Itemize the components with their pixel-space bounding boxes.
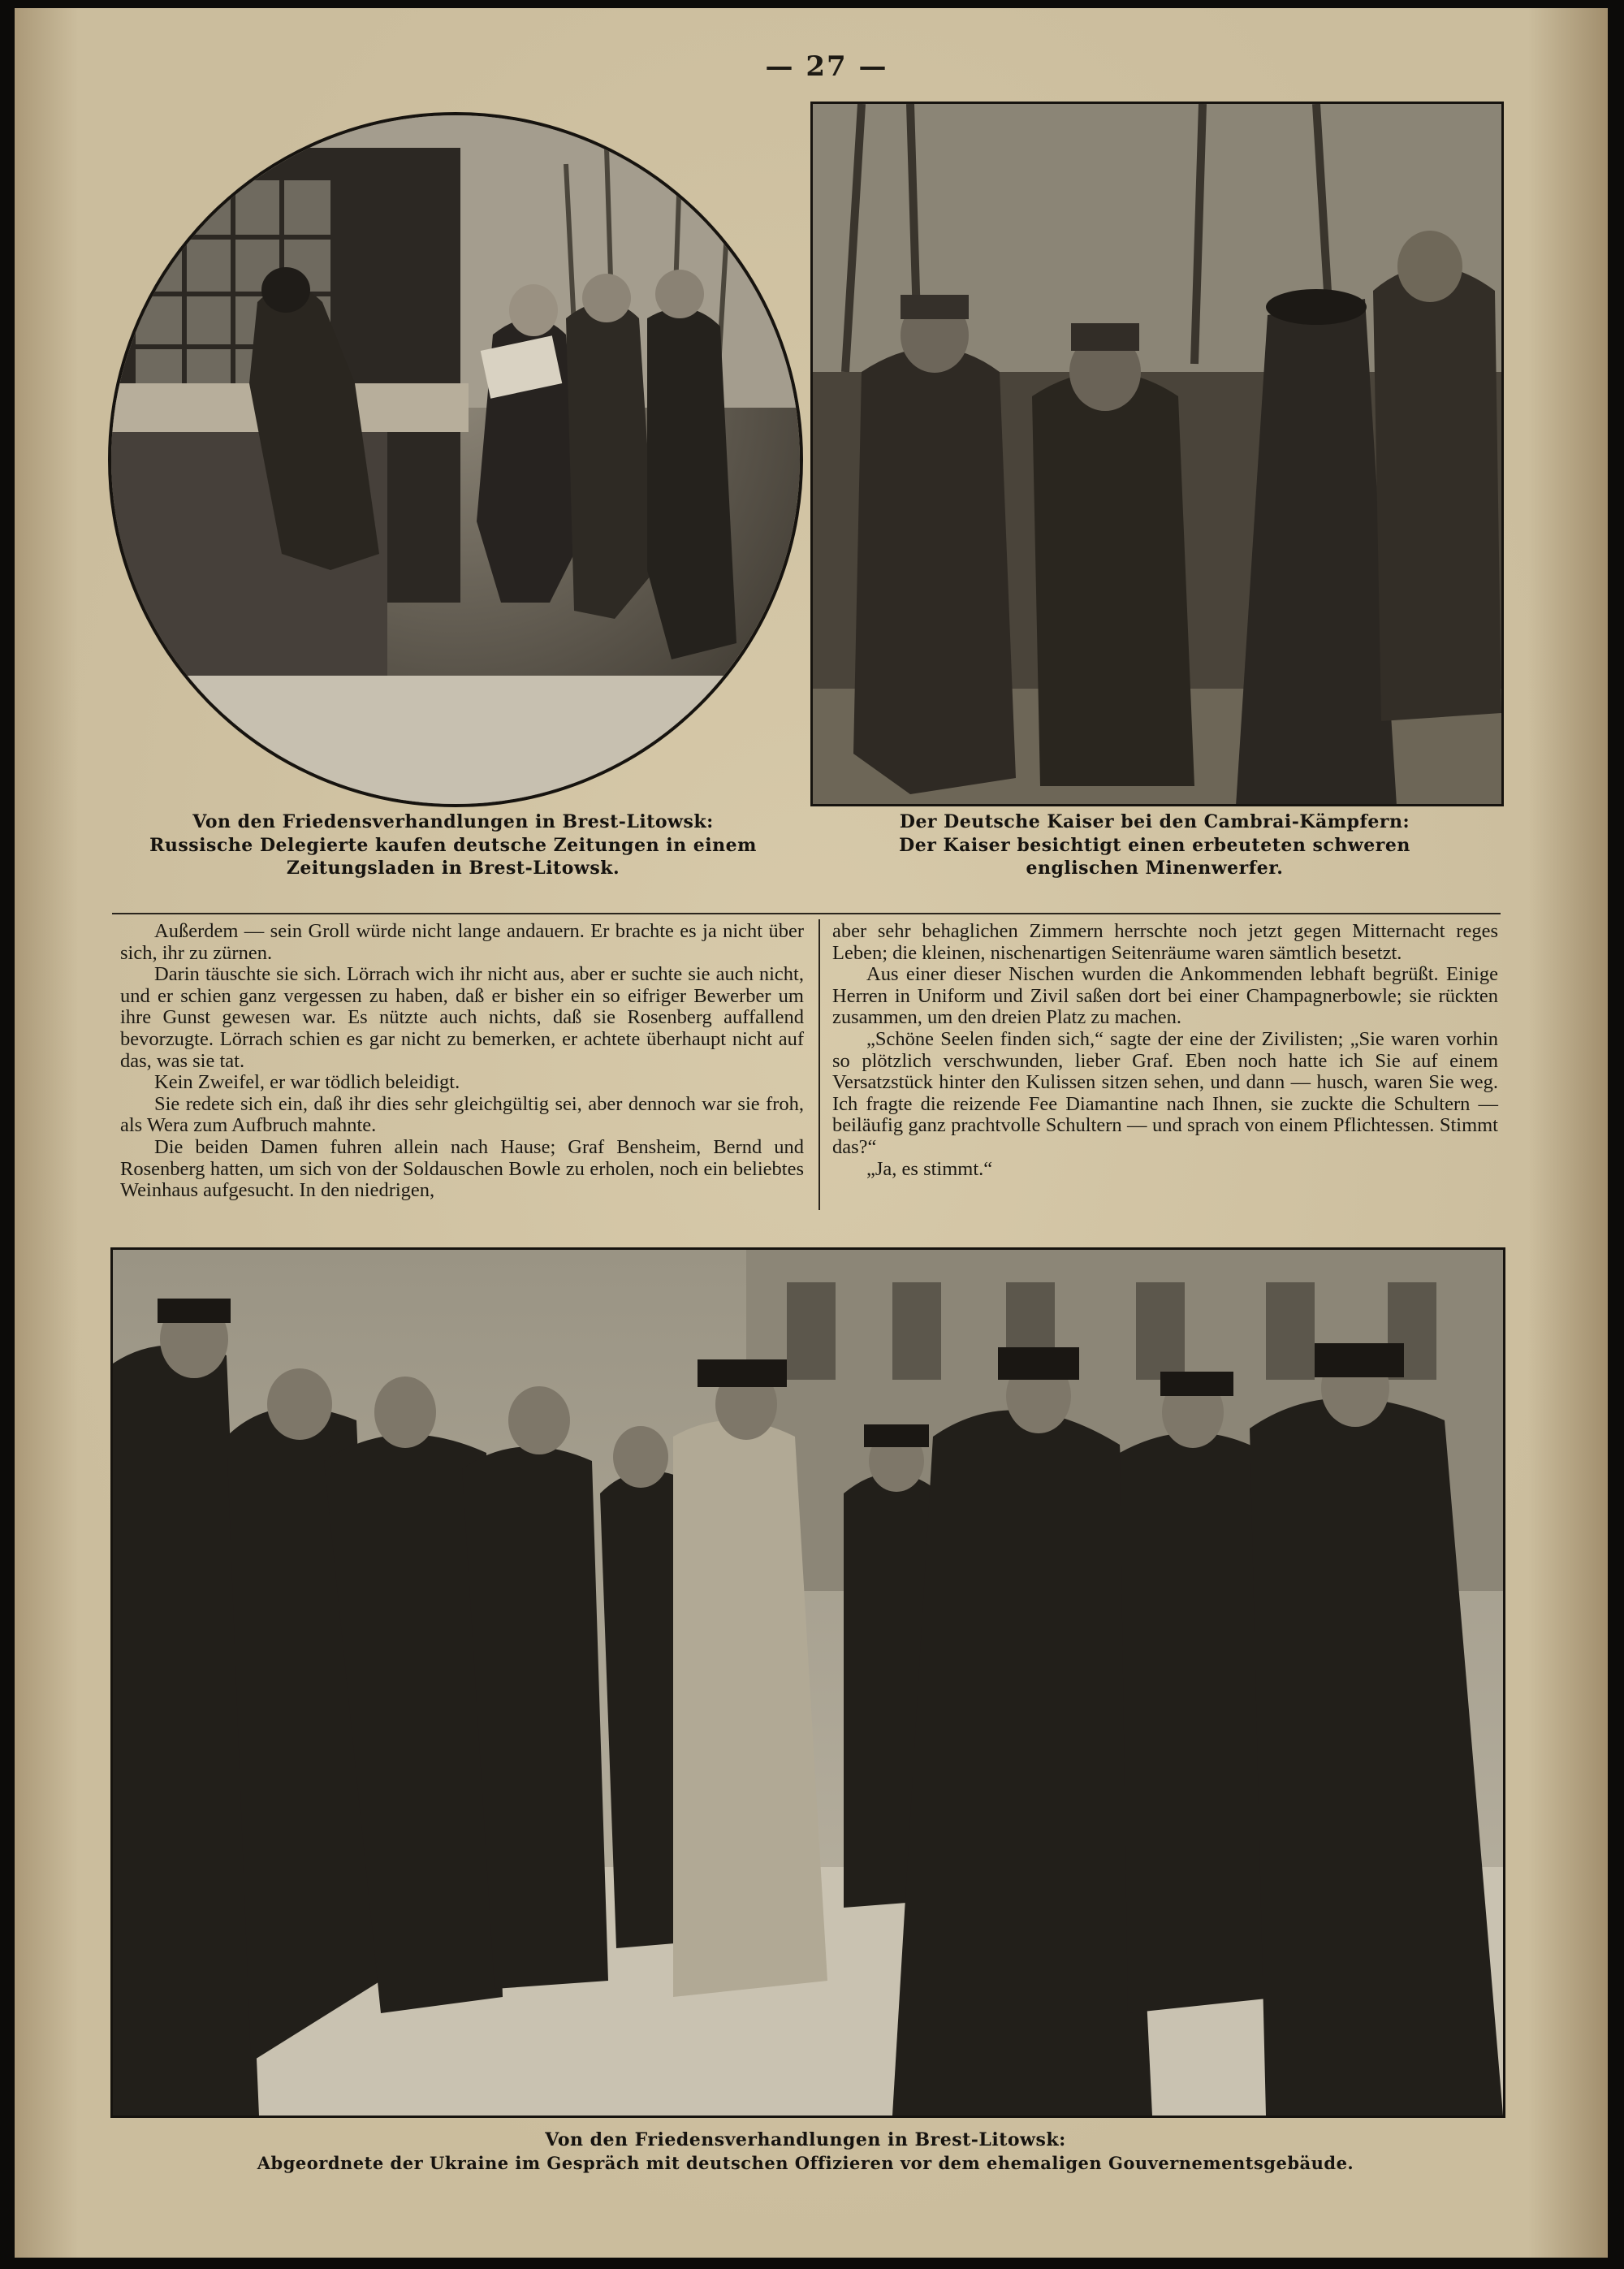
photo-ukraine-delegates (110, 1247, 1505, 2118)
caption-kaiser-line1: Der Deutsche Kaiser bei den Cambrai-Kämpfern: (899, 811, 1410, 832)
photo-russian-delegates (108, 112, 803, 807)
caption-kaiser-line3: englischen Minenwerfer. (1026, 858, 1284, 879)
paragraph: aber sehr behaglichen Zimmern herrschte noch jetzt gegen Mitternacht reges Leben; die kleinen, nischenartigen Seitenräume waren sämtlich besetzt. (832, 920, 1498, 964)
paragraph: Außerdem — sein Groll würde nicht lange andauern. Er brachte es ja nicht über sich, ihr zu zürnen. (120, 920, 804, 964)
caption-russian-delegates (104, 810, 802, 880)
caption-russian-delegates-line1: Von den Friedensverhandlungen in Brest-Litowsk: (192, 811, 714, 832)
paragraph: Sie redete sich ein, daß ihr dies sehr gleichgültig sei, aber dennoch war sie froh, als Wera zum Aufbruch mahnte. (120, 1092, 804, 1137)
paragraph: Aus einer dieser Nischen wurden die Ankommenden lebhaft begrüßt. Einige Herren in Uniform und Zivil saßen dort bei einer Champagnerbowle; sie rückten zusammen, um den dreien Platz zu machen. (832, 963, 1498, 1029)
section-rule-top (112, 913, 1501, 914)
article-left-column (120, 921, 804, 1202)
caption-ukraine-delegates-line2: Abgeordnete der Ukraine im Gespräch mit deutschen Offizieren vor dem ehemaligen Gouvernementsgebäude. (257, 2153, 1354, 2173)
photo-kaiser-minenwerfer-image (813, 104, 1501, 804)
newspaper-page (15, 8, 1608, 2258)
caption-kaiser (810, 810, 1499, 880)
caption-russian-delegates-line2: Russische Delegierte kaufen deutsche Zeitungen in einem (149, 835, 757, 856)
caption-kaiser-line2: Der Kaiser besichtigt einen erbeuteten schweren (899, 835, 1410, 856)
paragraph: „Schöne Seelen finden sich,“ sagte der eine der Zivilisten; „Sie waren vorhin so plötzlich verschwunden, lieber Graf. Eben noch hatte ich Sie auf einem Versatzstück hinter den Kulissen sitzen sehen, und dann — husch, waren Sie weg. Ich fragte die reizende Fee Diamantine nach Ihnen, sie zuckte die Schultern — beiläufig ganz prachtvolle Schultern — und sprach von einem Pflichtessen. Stimmt das?“ (832, 1027, 1498, 1158)
paragraph: Kein Zweifel, er war tödlich beleidigt. (154, 1071, 460, 1094)
column-divider (818, 919, 820, 1210)
paragraph: „Ja, es stimmt.“ (866, 1157, 993, 1180)
paragraph: Darin täuschte sie sich. Lörrach wich ihr nicht aus, aber er suchte sie auch nicht, und er schien ganz vergessen zu haben, daß er bisher ein so eifriger Bewerber um ihre Gunst gewesen war. Es nützte auch nichts, daß sie Rosenberg auffallend bevorzugte. Lörrach schien es gar nicht zu bemerken, er achtete überhaupt nicht auf das, was sie tat. (120, 963, 804, 1072)
photo-ukraine-delegates-image (113, 1250, 1503, 2116)
photo-kaiser-minenwerfer (810, 102, 1504, 806)
caption-ukraine-delegates-line1: Von den Friedensverhandlungen in Brest-Litowsk: (545, 2129, 1066, 2150)
caption-russian-delegates-line3: Zeitungsladen in Brest-Litowsk. (286, 858, 620, 879)
article-right-column (832, 921, 1498, 1180)
paragraph: Die beiden Damen fuhren allein nach Hause; Graf Bensheim, Bernd und Rosenberg hatten, um sich von der Soldauschen Bowle zu erholen, noch ein beliebtes Weinhaus aufgesucht. In den niedrigen, (120, 1135, 804, 1202)
photo-russian-delegates-image (111, 115, 800, 804)
page-number: — 27 — (765, 50, 888, 83)
caption-ukraine-delegates (110, 2128, 1501, 2175)
